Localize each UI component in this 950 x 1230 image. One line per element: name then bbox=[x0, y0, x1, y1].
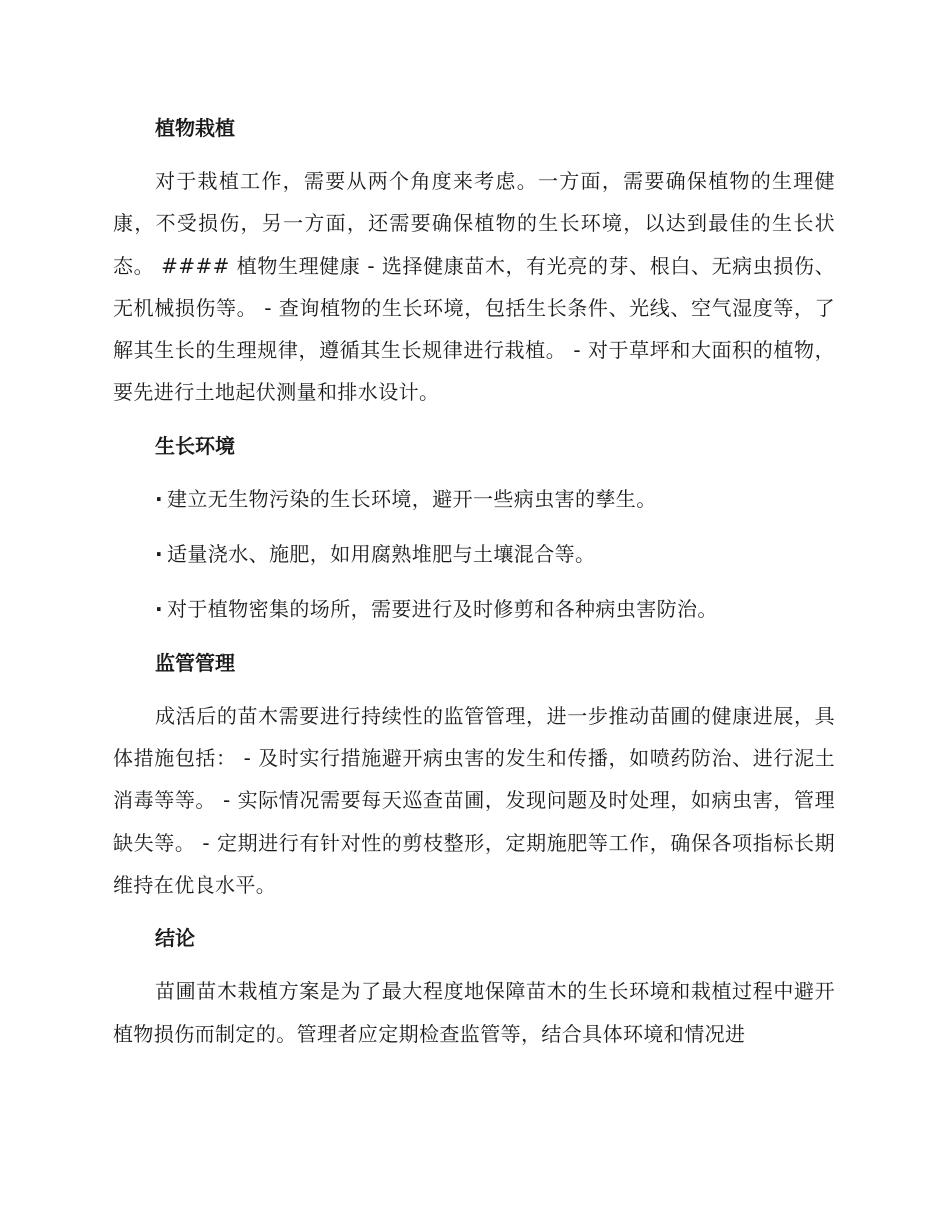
bullet-marker: · bbox=[155, 486, 163, 511]
heading-planting: 植物栽植 bbox=[155, 116, 235, 140]
bullet-text: 建立无生物污染的生长环境，避开一些病虫害的孳生。 bbox=[167, 486, 657, 511]
document-body bbox=[113, 108, 835, 1067]
paragraph-supervision: 成活后的苗木需要进行持续性的监管管理，进一步推动苗圃的健康进展，具体措施包括： - 及时实行措施避开病虫害的发生和传播，如喷药防治、进行泥土消毒等等。 - 实际情况需要每天巡查苗圃，发现问题及时处理，如病虫害，管理缺失等。 - 定期进行有针对性的剪枝整形，定期施肥等工作，确保各项指标长期维持在优良水平。 bbox=[113, 703, 835, 897]
bullet-text: 适量浇水、施肥，如用腐熟堆肥与土壤混合等。 bbox=[167, 541, 596, 566]
list-item bbox=[113, 478, 835, 520]
paragraph-conclusion: 苗圃苗木栽植方案是为了最大程度地保障苗木的生长环境和栽植过程中避开植物损伤而制定的。管理者应定期检查监管等，结合具体环境和情况进 bbox=[113, 979, 835, 1046]
list-item bbox=[113, 588, 835, 630]
heading-growth-environment: 生长环境 bbox=[155, 433, 235, 458]
bullet-text: 对于植物密集的场所，需要进行及时修剪和各种病虫害防治。 bbox=[167, 596, 718, 621]
paragraph-planting: 对于栽植工作，需要从两个角度来考虑。一方面，需要确保植物的生理健康，不受损伤，另一方面，还需要确保植物的生长环境，以达到最佳的生长状态。 #### 植物生理健康 - 选择健康苗木，有光亮的芽、根白、无病虫损伤、无机械损伤等。 - 查询植物的生长环境，包括生长条件、光线、空气湿度等，了解其生长的生理规律，遵循其生长规律进行栽植。 - 对于草坪和大面积的植物，要先进行土地起伏测量和排水设计。 bbox=[113, 169, 835, 405]
list-item bbox=[113, 533, 835, 575]
bullet-marker: · bbox=[155, 596, 163, 621]
heading-conclusion: 结论 bbox=[155, 926, 195, 951]
heading-supervision: 监管管理 bbox=[155, 650, 235, 675]
bullet-marker: · bbox=[155, 541, 163, 566]
